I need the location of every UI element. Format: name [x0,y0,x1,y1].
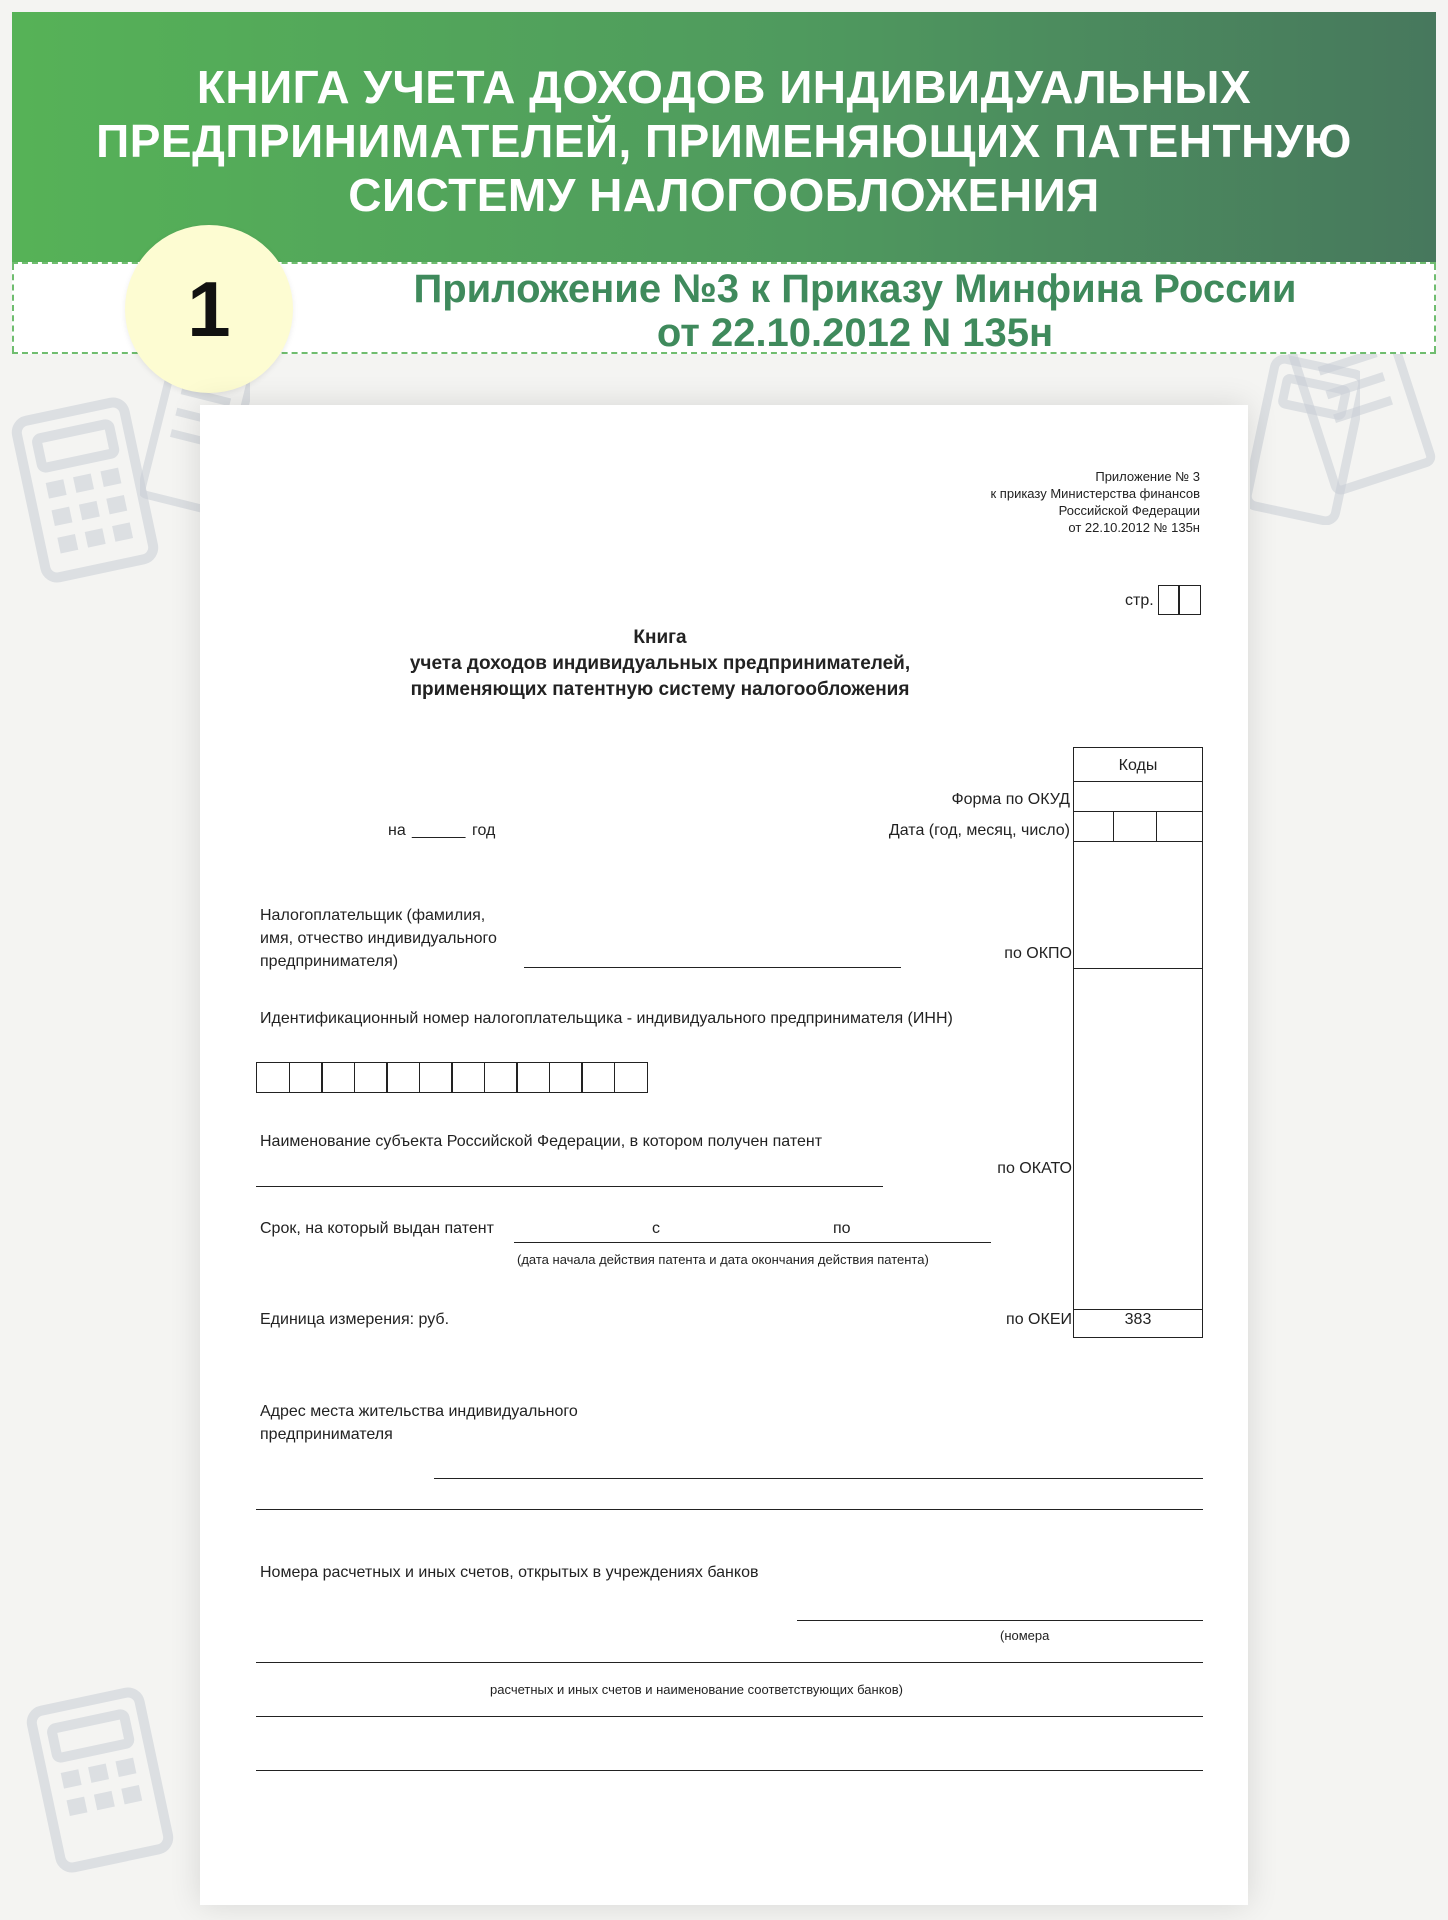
term-to: по [833,1220,851,1237]
page-number-cell[interactable] [1178,585,1201,615]
okato-label: по ОКАТО [997,1160,1072,1177]
term-field[interactable] [514,1242,991,1243]
badge-number: 1 [187,264,231,353]
banner-title-line: КНИГА УЧЕТА ДОХОДОВ ИНДИВИДУАЛЬНЫХ [196,61,1252,113]
inn-cell[interactable] [581,1062,615,1093]
term-hint: (дата начала действия патента и дата окончания действия патента) [517,1252,929,1267]
appendix-line: Российской Федерации [1058,503,1200,518]
term-from: с [652,1220,660,1237]
number-badge [125,225,293,393]
codes-header: Коды [1118,757,1158,774]
okpo-label: по ОКПО [1004,945,1072,962]
date-cell[interactable] [1113,811,1157,842]
date-label: Дата (год, месяц, число) [888,822,1070,839]
inn-label: Идентификационный номер налогоплательщика - индивидуального предпринимателя (ИНН) [260,1010,953,1027]
region-field[interactable] [256,1186,883,1187]
calculator-icon [10,395,160,585]
accounts-hint: (номера [1000,1628,1050,1643]
calculator-icon [20,1680,180,1880]
okei-label: по ОКЕИ [1006,1311,1072,1328]
address-label-line: Адрес места жительства индивидуального [260,1403,578,1420]
accounts-label: Номера расчетных и иных счетов, открытых в учреждениях банков [260,1564,759,1581]
inn-cell[interactable] [354,1062,388,1093]
taxpayer-label-line: предпринимателя) [260,953,399,970]
form-subtitle-line: применяющих патентную систему налогообложения [410,679,910,700]
appendix-line: к приказу Министерства финансов [990,486,1200,501]
accounts-hint: расчетных и иных счетов и наименование соответствующих банков) [490,1682,904,1697]
inn-cell[interactable] [289,1062,323,1093]
inn-cells [256,1062,648,1093]
inn-cell[interactable] [484,1062,518,1093]
taxpayer-field[interactable] [524,967,901,968]
page-label: стр. [1125,592,1154,609]
codes-divider [1073,781,1203,782]
address-field[interactable] [434,1478,1203,1479]
page-number-cell[interactable] [1158,585,1180,615]
inn-cell[interactable] [419,1062,453,1093]
unit-label: Единица измерения: руб. [260,1311,450,1328]
accounts-field[interactable] [256,1716,1203,1717]
banner-subtitle-line: Приложение №3 к Приказу Минфина России [413,267,1297,311]
appendix-line: Приложение № 3 [1095,469,1200,484]
year-prefix: на [388,822,406,839]
codes-divider [1073,1309,1203,1310]
year-suffix: год [472,822,496,839]
appendix-line: от 22.10.2012 № 135н [1068,520,1200,535]
region-label: Наименование субъекта Российской Федерации, в котором получен патент [260,1133,823,1150]
inn-cell[interactable] [516,1062,550,1093]
banner-subtitle [330,267,1380,355]
term-label: Срок, на который выдан патент [260,1220,494,1237]
inn-cell[interactable] [549,1062,583,1093]
accounts-field[interactable] [797,1620,1203,1621]
address-field[interactable] [256,1509,1203,1510]
inn-cell[interactable] [614,1062,648,1093]
banner-title-line: СИСТЕМУ НАЛОГООБЛОЖЕНИЯ [348,169,1100,221]
accounts-field[interactable] [256,1770,1203,1771]
form-subtitle-line: учета доходов индивидуальных предпринимателей, [409,653,911,674]
inn-cell[interactable] [386,1062,420,1093]
accounts-field[interactable] [256,1662,1203,1663]
codes-divider [1073,968,1203,969]
year-blank: ______ [412,822,466,839]
form-page [200,405,1248,1905]
header-banner [12,12,1436,262]
okei-value: 383 [1124,1311,1152,1328]
okud-label: Форма по ОКУД [951,791,1070,808]
banner-title-line: ПРЕДПРИНИМАТЕЛЕЙ, ПРИМЕНЯЮЩИХ ПАТЕНТНУЮ [96,115,1352,167]
address-label-line: предпринимателя [260,1426,393,1443]
inn-cell[interactable] [321,1062,355,1093]
inn-cell[interactable] [451,1062,485,1093]
form-title: Книга [633,627,687,648]
taxpayer-label-line: Налогоплательщик (фамилия, [260,907,486,924]
banner-title [12,60,1436,222]
banner-subtitle-line: от 22.10.2012 N 135н [656,311,1054,355]
taxpayer-label-line: имя, отчество индивидуального [260,930,497,947]
inn-cell[interactable] [256,1062,290,1093]
